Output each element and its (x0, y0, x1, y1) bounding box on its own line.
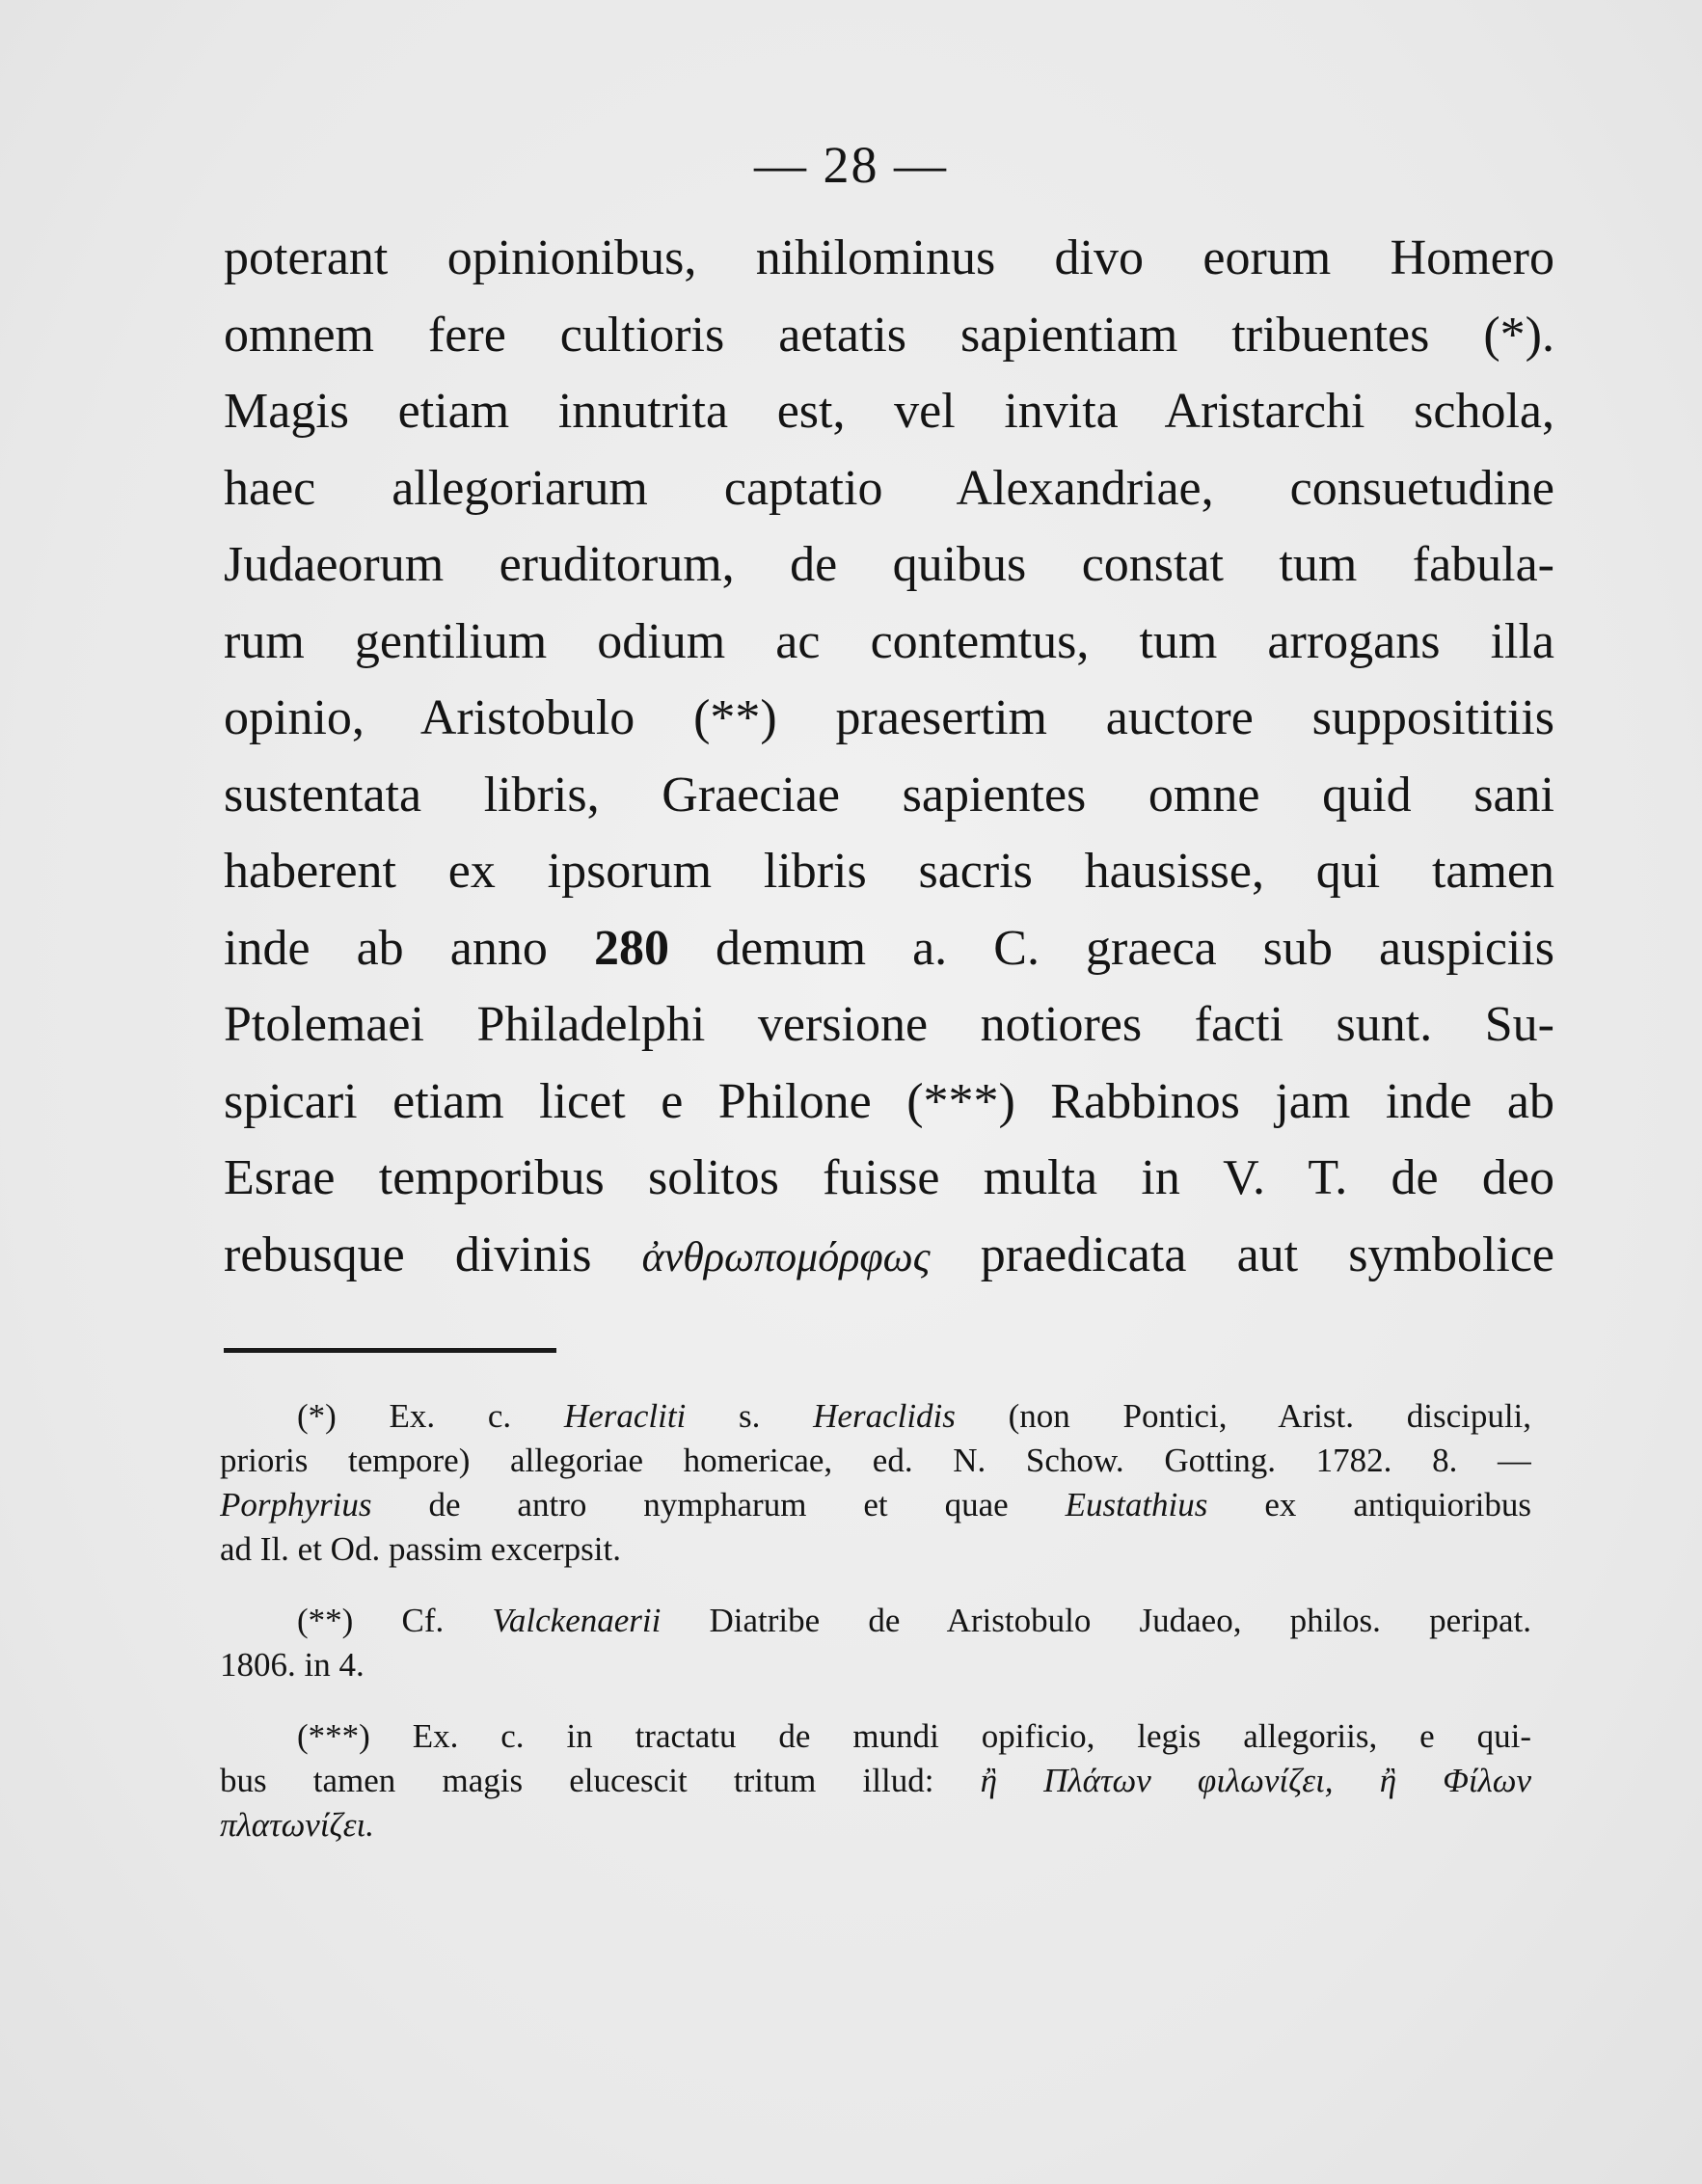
footnote-text: bus tamen magis elucescit tritum illud: (220, 1762, 934, 1799)
footnote-text: (non Pontici, Arist. discipuli, (1008, 1397, 1531, 1435)
footnote-text: (*) Ex. c. (297, 1397, 512, 1435)
footnote-line: prioris tempore) allegoriae homericae, ed. N. Schow. Gotting. 1782. 8. — (220, 1442, 1531, 1479)
footnote-line (220, 1759, 1531, 1803)
text-line: Ptolemaei Philadelphi versione notiores facti sunt. Su- (224, 997, 1554, 1052)
text-line: Magis etiam innutrita est, vel invita Aristarchi schola, (224, 384, 1554, 439)
footnote-line: (***) Ex. c. in tractatu de mundi opificio, legis allegoriis, e qui- (297, 1717, 1531, 1755)
footnote-rule (224, 1348, 556, 1353)
footnote-text: ex antiquioribus (1264, 1486, 1531, 1523)
text-segment: inde ab anno (224, 920, 548, 976)
year-number: 280 (593, 920, 669, 976)
footnote-line: ad Il. et Od. passim excerpsit. (220, 1530, 622, 1568)
text-line: Judaeorum eruditorum, de quibus constat tum fabula- (224, 537, 1554, 592)
footnote-author: Heracliti (563, 1397, 687, 1435)
text-line: omnem fere cultioris aetatis sapientiam tribuentes (*). (224, 307, 1554, 363)
footnote-text: s. (739, 1397, 761, 1435)
text-line: Esrae temporibus solitos fuisse multa in V. T. de deo (224, 1150, 1554, 1205)
footnote-author: Valckenaerii (492, 1602, 662, 1639)
greek-quote: ἢ Πλάτων φιλωνίζει, ἢ Φίλων (980, 1762, 1531, 1799)
footnote-line: 1806. in 4. (220, 1646, 365, 1684)
footnote-line (220, 1599, 1531, 1643)
text-line: haec allegoriarum captatio Alexandriae, consuetudine (224, 460, 1554, 516)
footnote-text: (**) Cf. (297, 1602, 445, 1639)
greek-word: ἀνθρωπομόρφως (641, 1232, 931, 1281)
text-line: spicari etiam licet e Philone (***) Rabbinos jam inde ab (224, 1073, 1554, 1129)
text-line: opinio, Aristobulo (**) praesertim auctore supposititiis (224, 690, 1554, 745)
page-number: — 28 — (754, 136, 948, 194)
text-line (224, 910, 1554, 987)
footnote-3 (220, 1714, 1531, 1847)
footnote-author: Porphyrius (220, 1486, 372, 1523)
text-line (224, 1217, 1554, 1294)
footnote-author: Heraclidis (813, 1397, 956, 1435)
text-segment: rebusque divinis (224, 1227, 592, 1282)
text-line: haberent ex ipsorum libris sacris hausisse, qui tamen (224, 844, 1554, 899)
text-segment: demum a. C. graeca sub auspiciis (716, 920, 1554, 976)
footnote-1 (220, 1394, 1531, 1572)
footnote-line (220, 1483, 1531, 1527)
footnote-line: πλατωνίζει. (220, 1806, 374, 1844)
text-line: rum gentilium odium ac contemtus, tum arrogans illa (224, 613, 1554, 669)
footnote-text: Diatribe de Aristobulo Judaeo, philos. peripat. (709, 1602, 1531, 1639)
footnotes (220, 1394, 1531, 1874)
footnote-text: de antro nympharum et quae (428, 1486, 1009, 1523)
body-text (224, 220, 1554, 1293)
text-line: poterant opinionibus, nihilominus divo eorum Homero (224, 230, 1554, 285)
footnote-author: Eustathius (1065, 1486, 1208, 1523)
footnote-2 (220, 1599, 1531, 1687)
footnote-line (220, 1394, 1531, 1439)
text-line: sustentata libris, Graeciae sapientes omne quid sani (224, 767, 1554, 822)
text-segment: praedicata aut symbolice (980, 1227, 1554, 1282)
